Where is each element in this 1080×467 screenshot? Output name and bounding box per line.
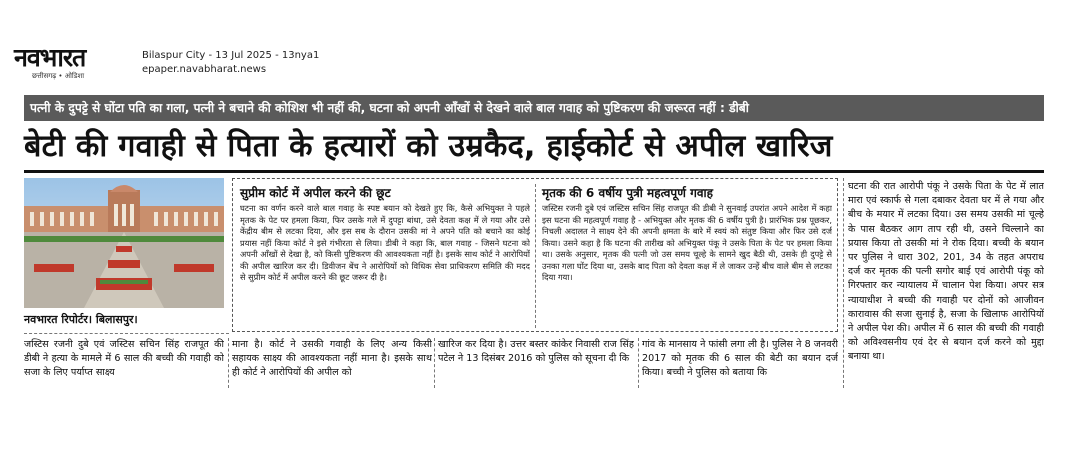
article-kicker: पत्नी के दुपट्टे से घोंटा पति का गला, पत्नी ने बचाने की कोशिश भी नहीं की, घटना को अपनी आँखों से देखने वाले बाल गवाह को पुष्टिकरण की जरूरत नहीं : डीबी bbox=[24, 95, 1044, 121]
body-column-2: माना है। कोर्ट ने उसकी गवाही के लिए अन्य किसी सहायक साक्ष्य की आवश्यकता नहीं माना है। इसके साथ ही कोर्ट ने आरोपियों की अपील को bbox=[232, 339, 432, 379]
column-divider bbox=[434, 338, 435, 388]
article-headline: बेटी की गवाही से पिता के हत्यारों को उम्रकैद, हाईकोर्ट से अपील खारिज bbox=[24, 129, 833, 164]
subheading-daughter-witness: मृतक की 6 वर्षीय पुत्री महत्वपूर्ण गवाह bbox=[542, 186, 713, 200]
subheading-supreme-court: सुप्रीम कोर्ट में अपील करने की छूट bbox=[240, 186, 391, 200]
newspaper-logo: नवभारत bbox=[14, 43, 86, 72]
body-column-1: जस्टिस रजनी दुबे एवं जस्टिस सचिन सिंह राजपूत की डीबी ने हत्या के मामले में 6 साल की बच्ची की गवाही को सजा के लिए पर्याप्त साक्ष्य bbox=[24, 339, 224, 379]
box-paragraph-daughter-witness: जस्टिस रजनी दुबे एवं जस्टिस सचिन सिंह राजपूत की डीबी ने सुनवाई उपरांत अपने आदेश में कहा इस घटना की महत्वपूर्ण गवाह है - अभियुक्त और मृतक की 6 वर्षीय पुत्री है। प्रारंभिक प्रश्न पूछकर, निचली अदालत ने साक्ष्य देने की अपनी क्षमता के बारे में स्वयं को संतुष्ट किया और फिर उसे दर्ज किया। उसने कहा है कि घटना की तारीख को अभियुक्त पंकू ने उसके पिता के पेट पर हमला किया था। उसके अनुसार, मृतक की पत्नी जो उस समय चूल्हे के सामने खुद बैठी थी, उसके ही दुपट्टे से उनका गला घोंट दिया था, उसके बाद पिता को देवता कक्ष में ले जाकर उन्हें बीच वाले बीम से लटका दिया गया। bbox=[542, 203, 832, 282]
column-divider bbox=[843, 178, 844, 388]
body-column-4: गांव के मानसाय ने फांसी लगा ली है। पुलिस ने 8 जनवरी 2017 को मृतक की 6 साल की बेटी का बयान दर्ज किया। बच्ची ने पुलिस को बताया कि bbox=[642, 339, 838, 379]
column-divider bbox=[228, 338, 229, 388]
high-court-photo bbox=[24, 178, 224, 308]
body-column-5: घटना की रात आरोपी पंकू ने उसके पिता के पेट में लात मारा एवं स्कार्फ से गला दबाकर देवता घर में ले गया और बीच के मयार में लटका दिया। उस समय उसकी मां चूल्हे के पास बैठकर आग ताप रही थी, उसने चिल्लाने का प्रयास किया तो उसकी मां ने रोक दिया। बच्ची के बयान पर पुलिस ने धारा 302, 201, 34 के तहत अपराध दर्ज कर मृतक की पत्नी सगोर बाई एवं आरोपी पंकू को गिरफ्तार कर न्यायालय में चालान पेश किया। अपर सत्र न्यायाधीश ने बच्ची की गवाही पर दोनों को आजीवन कारावास की सजा सुनाई है, सजा के खिलाफ आरोपियों ने अपील पेश की। अपील में 6 साल की बच्ची की गवाही को अविश्वसनीय एवं देर से बयान दर्ज करने को मुद्दा बनाया था। bbox=[848, 181, 1044, 363]
edition-line: Bilaspur City - 13 Jul 2025 - 13nya1 bbox=[142, 50, 320, 61]
box-divider bbox=[535, 184, 536, 328]
column-divider bbox=[638, 338, 639, 388]
logo-subtitle: छत्तीसगढ़ • ओडिशा bbox=[32, 72, 85, 80]
photo-caption: नवभारत रिपोर्टर। बिलासपुर। bbox=[24, 313, 138, 326]
masthead bbox=[0, 0, 1080, 86]
box-paragraph-supreme-court: घटना का वर्णन करने वाले बाल गवाह के स्पष्ट बयान को देखते हुए कि, कैसे अभियुक्त ने पहले मृतक के पेट पर हमला किया, फिर उसके गले में दुपट्टा बांधा, उसे देवता कक्ष में ले गया और उसे केंद्रीय बीम से लटका दिया, और इस सब के दौरान उसकी मां ने अपने पति को बचाने का कोई प्रयास नहीं किया कोर्ट ने इसे गंभीरता से लिया। डीबी ने कहा कि, बाल गवाह - जिसने घटना को अपनी आँखों से देखा है, को किसी पुष्टिकरण की आवश्यकता नहीं है। इसके साथ कोर्ट ने आरोपियों की अपील खारिज कर दी। डिवीजन बेंच ने आरोपियों को विधिक सेवा प्राधिकरण समिति की मदद से सुप्रीम कोर्ट में अपील करने की छूट जरूर दी है। bbox=[240, 203, 530, 282]
epaper-site: epaper.navabharat.news bbox=[142, 64, 267, 75]
caption-divider bbox=[24, 333, 229, 334]
headline-rule bbox=[24, 170, 1044, 173]
body-column-3: खारिज कर दिया है। उत्तर बस्तर कांकेर निवासी राज सिंह पटेल ने 13 दिसंबर 2016 को पुलिस को सूचना दी कि bbox=[438, 339, 634, 365]
